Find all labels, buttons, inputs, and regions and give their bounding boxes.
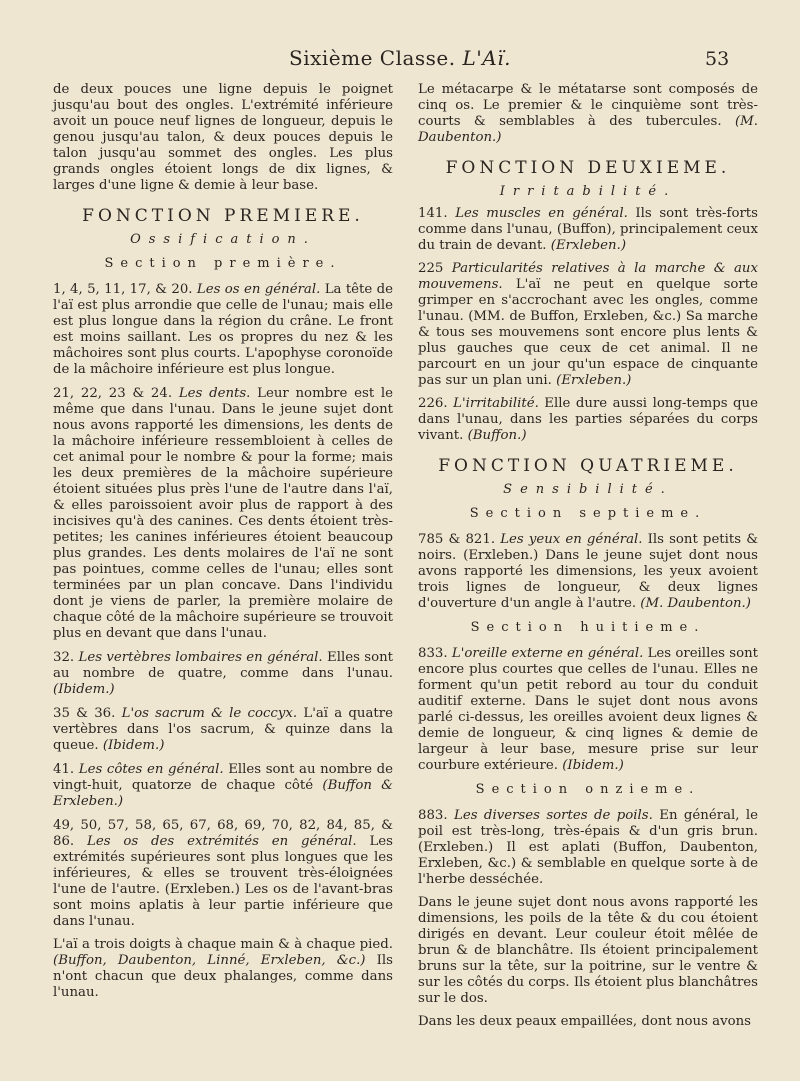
fonction-quatrieme-heading: FONCTION QUATRIEME.	[438, 456, 738, 476]
paragraph-number: 1, 4, 5, 11, 17, & 20.	[53, 282, 193, 297]
running-title: Sixième Classe.	[289, 46, 456, 70]
paragraph-poils	[418, 808, 758, 888]
paragraph-muscles	[418, 206, 758, 254]
paragraph-subject: Les côtes en général.	[78, 762, 224, 777]
sensibilite-heading: Sensibilité.	[503, 482, 673, 497]
page-number: 53	[705, 48, 730, 70]
paragraph-subject: Les yeux en général.	[500, 532, 643, 547]
paragraph-number: 226.	[418, 396, 448, 411]
paragraph-reference: (Ibidem.)	[562, 758, 624, 773]
paragraph-text: Elle dure aussi long-temps que dans l'unau, dans les parties séparées du corps vivant.	[418, 396, 758, 443]
paragraph-number: 35 & 36.	[53, 706, 116, 721]
fonction-deuxieme-heading: FONCTION DEUXIEME.	[445, 158, 731, 178]
paragraph-reference: (Buffon.)	[467, 428, 527, 443]
paragraph-text: L'aï a quatre vertèbres dans l'os sacrum, & quinze dans la queue.	[53, 706, 393, 753]
paragraph-number: 225	[418, 261, 444, 276]
left-intro-paragraph: de deux pouces une ligne depuis le poignet jusqu'au bout des ongles. L'extrémité inférieure avoit un pouce neuf lignes de longueur, depuis le genou jusqu'au talon, & deux pouces depuis le talon jusqu'au sommet des ongles. Les plus grands ongles étoient longs de dix lignes, & larges d'une ligne & demie à leur base.	[53, 82, 393, 193]
paragraph-poils-jeune-sujet: Dans le jeune sujet dont nous avons rapporté les dimensions, les poils de la tête & du cou étoient dirigés en devant. Leur couleur étoit mêlée de brun & de blanchâtre. Ils étoient principalement bruns sur la tête, sur la poitrine, sur le ventre & sur les côtés du corps. Ils étoient plus blanchâtres sur le dos.	[418, 895, 758, 1006]
paragraph-reference: (Buffon & Erxleben.)	[53, 778, 394, 809]
paragraph-subject: Particularités relatives à la marche & aux mouvemens.	[418, 261, 758, 292]
right-intro-paragraph	[418, 82, 758, 146]
paragraph-oreille	[418, 646, 758, 774]
irritabilite-heading: Irritabilité.	[499, 184, 677, 199]
paragraph-number: 41.	[53, 762, 75, 777]
paragraph-extremites	[53, 818, 393, 930]
section-premiere-heading: Section première.	[104, 256, 342, 271]
paragraph-text: Les extrémités supérieures sont plus longues que les inférieures, & elles se trouvent très-éloignées l'une de l'autre. (Erxleben.) Les os de l'avant-bras sont moins aplatis à leur partie inférieure que dans l'unau.	[53, 834, 393, 929]
paragraph-reference: (M. Daubenton.)	[418, 114, 759, 145]
paragraph-text: Les oreilles sont encore plus courtes que celles de l'unau. Elles ne forment qu'un petit rebord au tour du conduit auditif externe. Dans le sujet dont nous avons parlé ci-dessus, les oreilles avoient deux lignes & demie de longueur, & cinq lignes & demie de largeur à leur base, mesure prise sur leur courbure extérieure.	[418, 646, 758, 773]
paragraph-subject: Les muscles en général.	[455, 206, 628, 221]
paragraph-number: 141.	[418, 206, 448, 221]
paragraph-text: L'aï ne peut en quelque sorte grimper en s'accrochant avec les ongles, comme l'unau. (MM. de Buffon, Erxleben, &c.) Sa marche & tous ses mouvemens sont encore plus lents & plus gauches que ceux de cet animal. Il ne parcourt en un jour qu'un espace de cinquante pas sur un plan uni.	[418, 277, 758, 388]
paragraph-number: 32.	[53, 650, 75, 665]
fonction-premiere-heading: FONCTION PREMIERE.	[82, 206, 364, 226]
paragraph-subject: Les os des extrémités en général.	[87, 834, 357, 849]
paragraph-text: Elles sont au nombre de quatre, comme dans l'unau.	[53, 650, 394, 681]
paragraph-yeux	[418, 532, 758, 612]
section-onzieme-heading: Section onzieme.	[475, 782, 701, 797]
paragraph-marche	[418, 261, 758, 389]
paragraph-subject: Les diverses sortes de poils.	[454, 808, 653, 823]
paragraph-text: L'aï a trois doigts à chaque main & à chaque pied.	[53, 937, 393, 952]
paragraph-text: Ils sont très-forts comme dans l'unau, (Buffon), principalement ceux du train de devant.	[418, 206, 758, 253]
paragraph-number: 21, 22, 23 & 24.	[53, 386, 173, 401]
paragraph-irritabilite	[418, 396, 758, 444]
left-column	[53, 82, 393, 1008]
running-title-animal: L'Aï.	[462, 46, 511, 70]
paragraph-dents	[53, 386, 393, 642]
paragraph-text: En général, le poil est très-long, très-épais & d'un gris brun. (Erxleben.) Il est aplati (Buffon, Daubenton, Erxleben, &c.) & semblable en quelque sorte à de l'herbe desséchée.	[418, 808, 758, 887]
running-head	[0, 46, 800, 70]
paragraph-vertebres-lombaires	[53, 650, 393, 698]
paragraph-number: 49, 50, 57, 58, 65, 67, 68, 69, 70, 82, 84, 85, & 86.	[53, 818, 393, 849]
paragraph-cotes	[53, 762, 393, 810]
paragraph-subject: L'oreille externe en général.	[451, 646, 644, 661]
paragraph-number: 883.	[418, 808, 448, 823]
paragraph-peaux-empaillees: Dans les deux peaux empaillées, dont nous avons	[418, 1014, 751, 1029]
paragraph-doigts	[53, 937, 393, 1001]
paragraph-sacrum-coccyx	[53, 706, 393, 754]
paragraph-reference: (M. Daubenton.)	[640, 596, 751, 611]
section-septieme-heading: Section septieme.	[469, 506, 707, 521]
paragraph-reference: (Erxleben.)	[556, 373, 632, 388]
paragraph-reference: (Erxleben.)	[550, 238, 627, 253]
paragraph-text: Elles sont au nombre de vingt-huit, quatorze de chaque côté	[53, 762, 394, 793]
ossification-heading: Ossification.	[130, 232, 316, 247]
section-huitieme-heading: Section huitieme.	[470, 620, 706, 635]
paragraph-reference: (Buffon, Daubenton, Linné, Erxleben, &c.)	[53, 953, 366, 968]
paragraph-subject: L'irritabilité.	[453, 396, 539, 411]
right-column	[418, 82, 758, 1037]
paragraph-number: 833.	[418, 646, 448, 661]
paragraph-text: Leur nombre est le même que dans l'unau. Dans le jeune sujet dont nous avons rapporté les dimensions, les dents de la mâchoire inférieure ressembloient à celles de cet animal pour le nombre & pour la forme; mais les deux premières de la mâchoire supérieure étoient situées plus près l'une de l'autre dans l'aï, & elles paroissoient avoir plus de rapport à des incisives qu'à des canines. Ces dents étoient très-petites; les canines inférieures étoient beaucoup plus grandes. Les dents molaires de l'aï ne sont pas pointues, comme celles de l'unau; elles sont terminées par un plan concave. Dans l'individu dont je viens de parler, la première molaire de chaque côté de la mâchoire supérieure se trouvoit plus en devant que dans l'unau.	[53, 386, 394, 641]
paragraph-os-general	[53, 282, 393, 378]
paragraph-reference: (Ibidem.)	[102, 738, 165, 753]
paragraph-text: La tête de l'aï est plus arrondie que celle de l'unau; mais elle est plus longue dans la région du crâne. Le front est moins saillant. Les os propres du nez & les mâchoires sont plus courts. L'apophyse coronoïde de la mâchoire inférieure est plus longue.	[53, 282, 394, 377]
paragraph-text: Le métacarpe & le métatarse sont composés de cinq os. Le premier & le cinquième sont très-courts & semblables à des tubercules.	[418, 82, 758, 129]
paragraph-text-tail: Ils n'ont chacun que deux phalanges, comme dans l'unau.	[53, 953, 393, 1000]
paragraph-text: Ils sont petits & noirs. (Erxleben.) Dans le jeune sujet dont nous avons rapporté les dimensions, les yeux avoient trois lignes de longueur, & deux lignes d'ouverture d'un angle à l'autre.	[418, 532, 759, 611]
paragraph-subject: L'os sacrum & le coccyx.	[121, 706, 298, 721]
paragraph-subject: Les dents.	[178, 386, 251, 401]
paragraph-subject: Les vertèbres lombaires en général.	[78, 650, 323, 665]
paragraph-number: 785 & 821.	[418, 532, 496, 547]
paragraph-subject: Les os en général.	[196, 282, 321, 297]
paragraph-reference: (Ibidem.)	[53, 682, 115, 697]
